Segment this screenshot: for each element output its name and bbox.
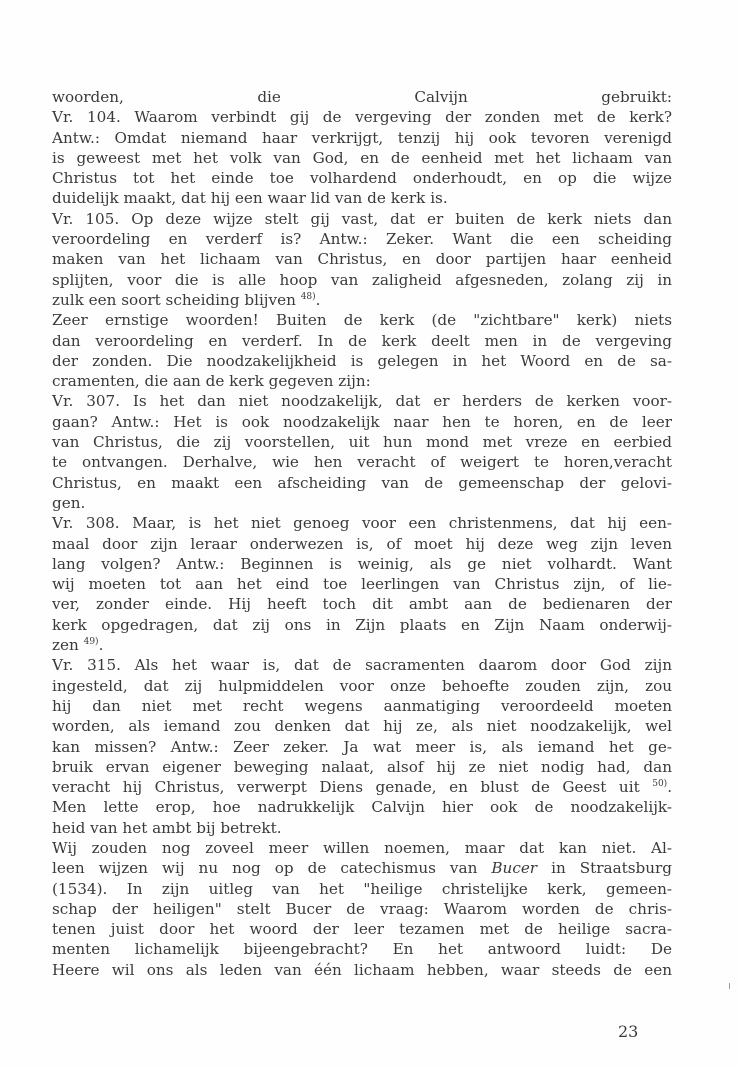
text-line: Vr. 307. Is het dan niet noodzakelijk, dat er herders de kerken voor- <box>52 392 672 411</box>
text-line: bruik ervan eigener beweging nalaat, alsof hij ze niet nodig had, dan <box>52 757 672 776</box>
text-line: veroordeling en verderf is? Antw.: Zeker. Want die een scheiding <box>52 230 672 249</box>
text-line-segment: leen wijzen wij nu nog op de catechismus van <box>52 859 478 878</box>
body-text <box>52 87 672 980</box>
text-line: gaan? Antw.: Het is ook noodzakelijk naar hen te horen, en de leer <box>52 412 672 431</box>
text-line: van Christus, die zij voorstellen, uit hun mond met vreze en eerbied <box>52 433 672 452</box>
text-line-segment: in Straatsburg <box>551 859 673 878</box>
text-line: der zonden. Die noodzakelijkheid is gelegen in het Woord en de sa- <box>52 351 672 370</box>
footnote-ref-48: 48) <box>300 291 316 302</box>
page-number: 23 <box>618 1022 639 1041</box>
text-line: cramenten, die aan de kerk gegeven zijn: <box>52 372 371 391</box>
text-line-with-emphasis <box>52 858 672 878</box>
text-line: Wij zouden nog zoveel meer willen noemen, maar dat kan niet. Al- <box>52 838 672 857</box>
text-line: (1534). In zijn uitleg van het "heilige christelijke kerk, gemeen- <box>52 879 672 898</box>
text-line: Vr. 105. Op deze wijze stelt gij vast, dat er buiten de kerk niets dan <box>52 209 672 228</box>
text-line: Antw.: Omdat niemand haar verkrijgt, tenzij hij ook tevoren verenigd <box>52 128 672 147</box>
text-line: Men lette erop, hoe nadrukkelijk Calvijn hier ook de noodzakelijk- <box>52 798 672 817</box>
text-line: hij dan niet met recht wegens aanmatiging veroordeeld moeten <box>52 696 672 715</box>
text-line: lang volgen? Antw.: Beginnen is weinig, als ge niet volhardt. Want <box>52 554 672 573</box>
text-line-segment: zen <box>52 636 79 655</box>
footnote-ref-50: 50) <box>652 779 668 790</box>
text-line: menten lichamelijk bijeengebracht? En het antwoord luidt: De <box>52 940 672 959</box>
text-line: kan missen? Antw.: Zeer zeker. Ja wat meer is, als iemand het ge- <box>52 737 672 756</box>
emphasis-bucer: Bucer <box>491 859 538 878</box>
text-line-segment: veracht hij Christus, verwerpt Diens genade, en blust de Geest uit <box>52 778 640 797</box>
text-line-with-footnote: zen $^{49)}$. <box>52 636 104 655</box>
text-line: Vr. 315. Als het waar is, dat de sacramenten daarom door God zijn <box>52 656 672 675</box>
text-line: te ontvangen. Derhalve, wie hen veracht of weigert te horen,veracht <box>52 453 672 472</box>
margin-mark <box>729 983 730 989</box>
text-line: worden, als iemand zou denken dat hij ze, als niet noodzakelijk, wel <box>52 717 672 736</box>
text-line: schap der heiligen" stelt Bucer de vraag: Waarom worden de chris- <box>52 899 672 918</box>
text-line: tenen juist door het woord der leer tezamen met de heilige sacra- <box>52 920 672 939</box>
text-line: Vr. 104. Waarom verbindt gij de vergeving der zonden met de kerk? <box>52 108 672 127</box>
text-line: Christus, en maakt een afscheiding van de gemeenschap der gelovi- <box>52 473 672 492</box>
text-line: is geweest met het volk van God, en de eenheid met het lichaam van <box>52 148 672 167</box>
text-line: duidelijk maakt, dat hij een waar lid van de kerk is. <box>52 189 448 208</box>
text-line: Christus tot het einde toe volhardend onderhoudt, en op die wijze <box>52 169 672 188</box>
text-line: kerk opgedragen, dat zij ons in Zijn plaats en Zijn Naam onderwij- <box>52 615 672 634</box>
text-line: heid van het ambt bij betrekt. <box>52 818 282 837</box>
text-line: Zeer ernstige woorden! Buiten de kerk (de "zichtbare" kerk) niets <box>52 311 672 330</box>
text-line: ver, zonder einde. Hij heeft toch dit ambt aan de bedienaren der <box>52 595 672 614</box>
text-line: maal door zijn leraar onderwezen is, of moet hij deze weg zijn leven <box>52 534 672 553</box>
text-line: woorden, die Calvijn gebruikt: <box>52 88 672 106</box>
text-line-with-footnote: zulk een soort scheiding blijven $^{48)}$. <box>52 290 321 309</box>
text-line: gen. <box>52 493 86 512</box>
text-line: dan veroordeling en verderf. In de kerk deelt men in de vergeving <box>52 331 672 350</box>
text-line: Vr. 308. Maar, is het niet genoeg voor een christenmens, dat hij een- <box>52 514 672 533</box>
text-line-segment: zulk een soort scheiding blijven <box>52 290 296 309</box>
text-line: maken van het lichaam van Christus, en door partijen haar eenheid <box>52 250 672 269</box>
footnote-ref-49: 49) <box>83 637 99 648</box>
text-line-with-footnote: veracht hij Christus, verwerpt Diens genade, en blust de Geest uit $^{50)}$. <box>52 778 673 797</box>
text-line: wij moeten tot aan het eind toe leerlingen van Christus zijn, of lie- <box>52 575 672 594</box>
text-line: splijten, voor die is alle hoop van zaligheid afgesneden, zolang zij in <box>52 270 672 289</box>
text-line: Heere wil ons als leden van één lichaam hebben, waar steeds de een <box>52 960 672 979</box>
text-line: ingesteld, dat zij hulpmiddelen voor onze behoefte zouden zijn, zou <box>52 676 672 695</box>
